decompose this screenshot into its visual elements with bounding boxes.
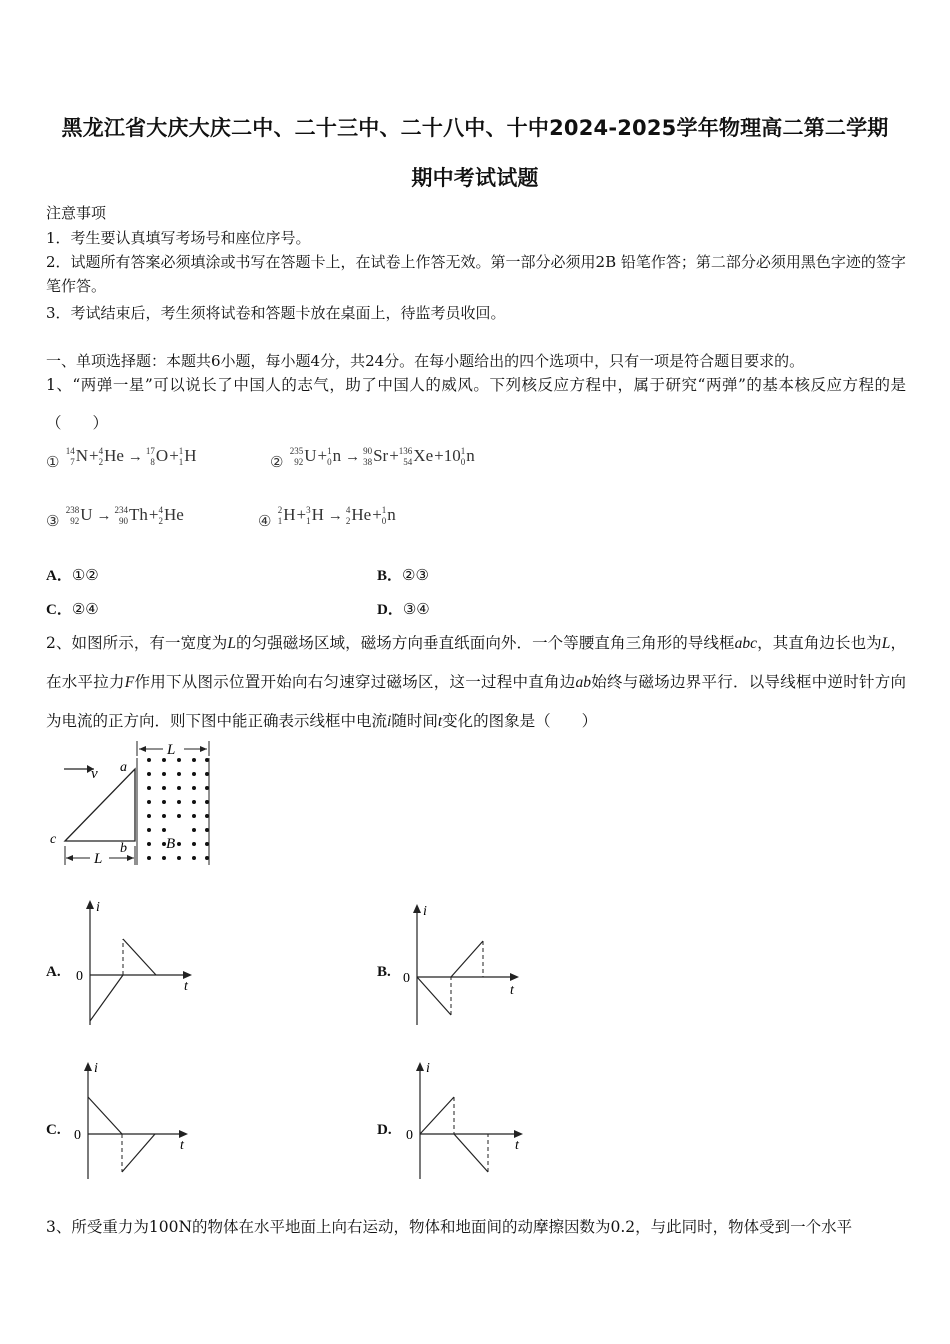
nuclide: 1 1 H	[178, 446, 197, 468]
circle-mark: ④	[258, 514, 272, 530]
circle-mark: ③	[46, 514, 60, 530]
notice-heading: 注意事项	[46, 204, 107, 222]
q2-graph-a[interactable]	[72, 897, 202, 1032]
equation-1: ① 14 7 N+ 4 2 He → 17 8 O+ 1 1 H	[46, 446, 197, 471]
current-curve	[123, 939, 156, 975]
question-2-stem: 2、如图所示，有一宽度为L的匀强磁场区域，磁场方向垂直纸面向外．一个等腰直角三角形的导线框abc，其直角边长也为L，在水平拉力F作用下从图示位置开始向右匀速穿过磁场区，这一过程中直角边ab始终与磁场边界平行．以导线框中逆时针方向为电流的正方向．则下图中能正确表示线框中电流i随时间t变化的图象是（ ）	[46, 634, 906, 730]
axis-label-t: t	[184, 979, 188, 994]
q2-option-d-label[interactable]: D.	[377, 1122, 392, 1138]
nuclide: 4 2 He	[158, 505, 184, 527]
section-heading: 一、单项选择题：本题共6小题，每小题4分，共24分。在每小题给出的四个选项中，只有一项是符合题目要求的。	[46, 352, 805, 370]
q1-option-a[interactable]: A．①②	[46, 566, 99, 584]
figure-label-a: a	[120, 760, 127, 775]
nuclide: 17 8 O	[145, 446, 169, 468]
current-curve	[88, 1097, 122, 1134]
nuclide: 1 0 n	[460, 446, 475, 468]
nuclide: 4 2 He	[345, 505, 372, 527]
nuclide: 235 92 U	[289, 446, 317, 468]
circle-mark: ①	[46, 455, 60, 471]
nuclide: 90 38 Sr	[363, 446, 389, 468]
axis-origin: 0	[406, 1128, 413, 1143]
nuclide: 3 1 H	[306, 505, 324, 527]
page-title-line2: 期中考试试题	[411, 166, 539, 190]
axis-label-i: i	[96, 900, 100, 915]
axis-label-i: i	[423, 904, 427, 919]
figure-label-c: c	[50, 832, 57, 847]
nuclide: 136 54 Xe	[398, 446, 434, 468]
q2-option-b-label[interactable]: B.	[377, 964, 391, 980]
nuclide: 14 7 N	[65, 446, 88, 468]
figure-label-B: B	[166, 836, 176, 852]
nuclide: 1 0 n	[327, 446, 342, 468]
question-3-stem: 3、所受重力为100N的物体在水平地面上向右运动，物体和地面间的动摩擦因数为0.2，与此同时，物体受到一个水平	[46, 1218, 853, 1236]
axis-origin: 0	[76, 969, 83, 984]
nuclide: 4 2 He	[98, 446, 124, 468]
notice-item-1: 1．考生要认真填写考场号和座位序号。	[46, 229, 311, 247]
q2-figure	[46, 738, 226, 873]
q2-graph-d[interactable]	[400, 1055, 530, 1185]
page-title-line1: 黑龙江省大庆大庆二中、二十三中、二十八中、十中2024-2025学年物理高二第二学期	[61, 116, 889, 140]
q2-option-a-label[interactable]: A.	[46, 964, 61, 980]
question-1-stem: 1、“两弹一星”可以说长了中国人的志气，助了中国人的威风。下列核反应方程中，属于研究“两弹”的基本核反应方程的是（ ）	[46, 376, 906, 432]
current-curve	[90, 975, 123, 1021]
q2-graph-b[interactable]	[397, 897, 527, 1032]
axis-label-i: i	[94, 1061, 98, 1076]
axis-origin: 0	[403, 971, 410, 986]
q2-option-c-label[interactable]: C.	[46, 1122, 61, 1138]
triangle-frame	[65, 769, 135, 841]
figure-label-L-top: L	[167, 742, 176, 758]
equation-3: ③ 238 92 U → 234 90 Th+ 4 2 He	[46, 505, 184, 530]
notice-item-2: 2．试题所有答案必须填涂或书写在答题卡上，在试卷上作答无效。第一部分必须用2B 铅笔作答；第二部分必须用黑色字迹的签字笔作答。	[46, 253, 906, 295]
current-curve	[451, 941, 483, 977]
equation-4: ④ 2 1 H+ 3 1 H → 4 2 He+ 1 0 n	[258, 505, 396, 530]
axis-label-t: t	[180, 1138, 184, 1153]
figure-label-b: b	[120, 841, 127, 856]
current-curve	[420, 1097, 454, 1134]
magnetic-field-dots	[147, 758, 209, 860]
axis-label-t: t	[515, 1138, 519, 1153]
q1-option-b[interactable]: B．②③	[377, 566, 429, 584]
figure-label-L-bottom: L	[94, 851, 103, 867]
nuclide: 1 0 n	[381, 505, 396, 527]
axis-label-t: t	[510, 983, 514, 998]
q1-option-d[interactable]: D．③④	[377, 600, 430, 618]
equation-2: ② 235 92 U+ 1 0 n → 90 38 Sr+ 136 54 Xe+10 1 0 n	[270, 446, 475, 471]
q2-graph-c[interactable]	[68, 1055, 198, 1185]
current-curve	[417, 977, 451, 1015]
figure-label-v: v	[91, 766, 98, 782]
current-curve	[454, 1134, 488, 1172]
q1-option-c[interactable]: C．②④	[46, 600, 99, 618]
circle-mark: ②	[270, 455, 284, 471]
nuclide: 2 1 H	[277, 505, 296, 527]
nuclide: 234 90 Th	[114, 505, 148, 527]
axis-origin: 0	[74, 1128, 81, 1143]
nuclide: 238 92 U	[65, 505, 93, 527]
notice-item-3: 3．考试结束后，考生须将试卷和答题卡放在桌面上，待监考员收回。	[46, 304, 506, 322]
axis-label-i: i	[426, 1061, 430, 1076]
current-curve	[122, 1134, 155, 1172]
